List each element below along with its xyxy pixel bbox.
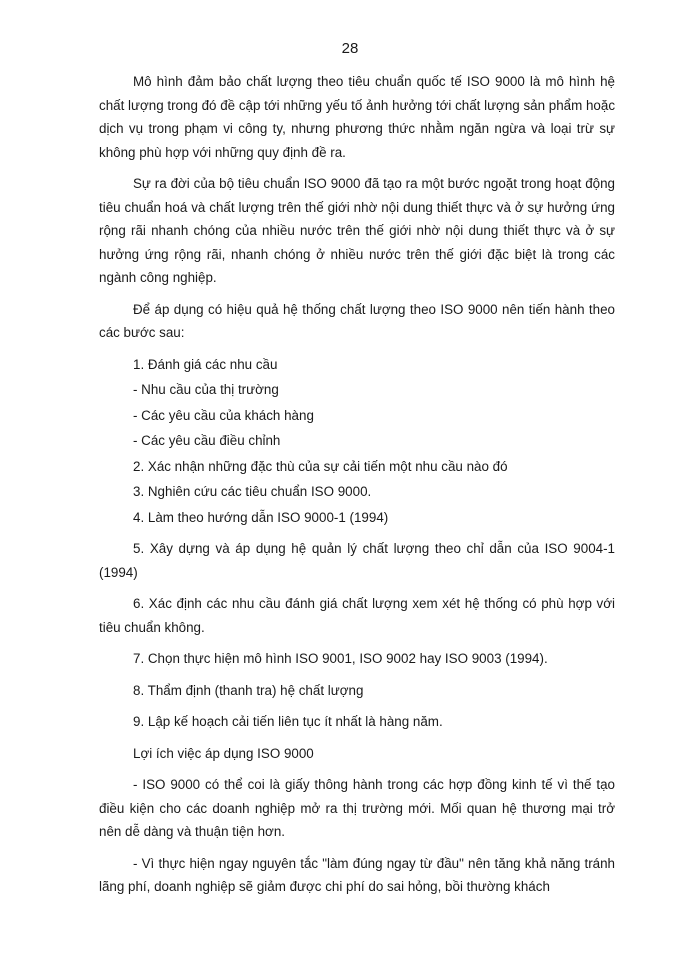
step-1-sub-customer: - Các yêu cầu của khách hàng <box>133 407 314 423</box>
step-8: 8. Thẩm định (thanh tra) hệ chất lượng <box>133 682 364 698</box>
benefit-right-first-time: - Vì thực hiện ngay nguyên tắc "làm đúng ngay từ đầu" nên tăng khả năng tránh lãng phí, doanh nghiệp sẽ giảm được chi phí do sai hỏng, bồi thường khách <box>99 855 615 894</box>
benefit-passport: - ISO 9000 có thể coi là giấy thông hành trong các hợp đồng kinh tế vì thế tạo điều kiện cho các doanh nghiệp mở ra thị trường mới. Mối quan hệ thương mại trở nên dễ dàng và thuận tiện hơn. <box>99 777 615 839</box>
step-5: 5. Xây dựng và áp dụng hệ quản lý chất lượng theo chỉ dẫn của ISO 9004-1 (1994) <box>99 541 615 580</box>
step-1-sub-market: - Nhu cầu của thị trường <box>133 382 279 397</box>
page-body <box>99 70 615 907</box>
paragraph-iso-history: Sự ra đời của bộ tiêu chuẩn ISO 9000 đã tạo ra một bước ngoặt trong hoạt động tiêu chuẩn hoá và chất lượng trên thế giới nhờ nội dung thiết thực và ở sự hưởng ứng rộng rãi nhanh chóng của nhiều nước trên thế giới nhờ nội dung thiết thực và ở sự hưởng ứng rộng rãi, nhanh chóng ở nhiều nước trên thế giới đặc biệt là trong các ngành công nghiệp. <box>99 176 615 285</box>
benefits-heading: Lợi ích việc áp dụng ISO 9000 <box>133 745 314 761</box>
step-2: 2. Xác nhận những đặc thù của sự cải tiến một nhu cầu nào đó <box>133 458 508 474</box>
step-1: 1. Đánh giá các nhu cầu <box>133 356 278 372</box>
page-number: 28 <box>341 40 359 57</box>
step-6: 6. Xác định các nhu cầu đánh giá chất lượng xem xét hệ thống có phù hợp với tiêu chuẩn không. <box>99 596 615 635</box>
paragraph-steps-intro: Để áp dụng có hiệu quả hệ thống chất lượng theo ISO 9000 nên tiến hành theo các bước sau: <box>99 301 615 340</box>
step-3: 3. Nghiên cứu các tiêu chuẩn ISO 9000. <box>133 484 372 499</box>
step-4: 4. Làm theo hướng dẫn ISO 9000-1 (1994) <box>133 509 389 525</box>
step-1-sub-regulatory: - Các yêu cầu điều chỉnh <box>133 433 281 448</box>
step-9: 9. Lập kế hoạch cải tiến liên tục ít nhất là hàng năm. <box>133 714 443 729</box>
step-7: 7. Chọn thực hiện mô hình ISO 9001, ISO 9002 hay ISO 9003 (1994). <box>133 651 548 666</box>
paragraph-iso-model: Mô hình đảm bảo chất lượng theo tiêu chuẩn quốc tế ISO 9000 là mô hình hệ chất lượng trong đó đề cập tới những yếu tố ảnh hưởng tới chất lượng sản phẩm hoặc dịch vụ trong phạm vi công ty, nhưng phương thức nhằm ngăn ngừa và loại trừ sự không phù hợp với những quy định đề ra. <box>99 74 616 160</box>
